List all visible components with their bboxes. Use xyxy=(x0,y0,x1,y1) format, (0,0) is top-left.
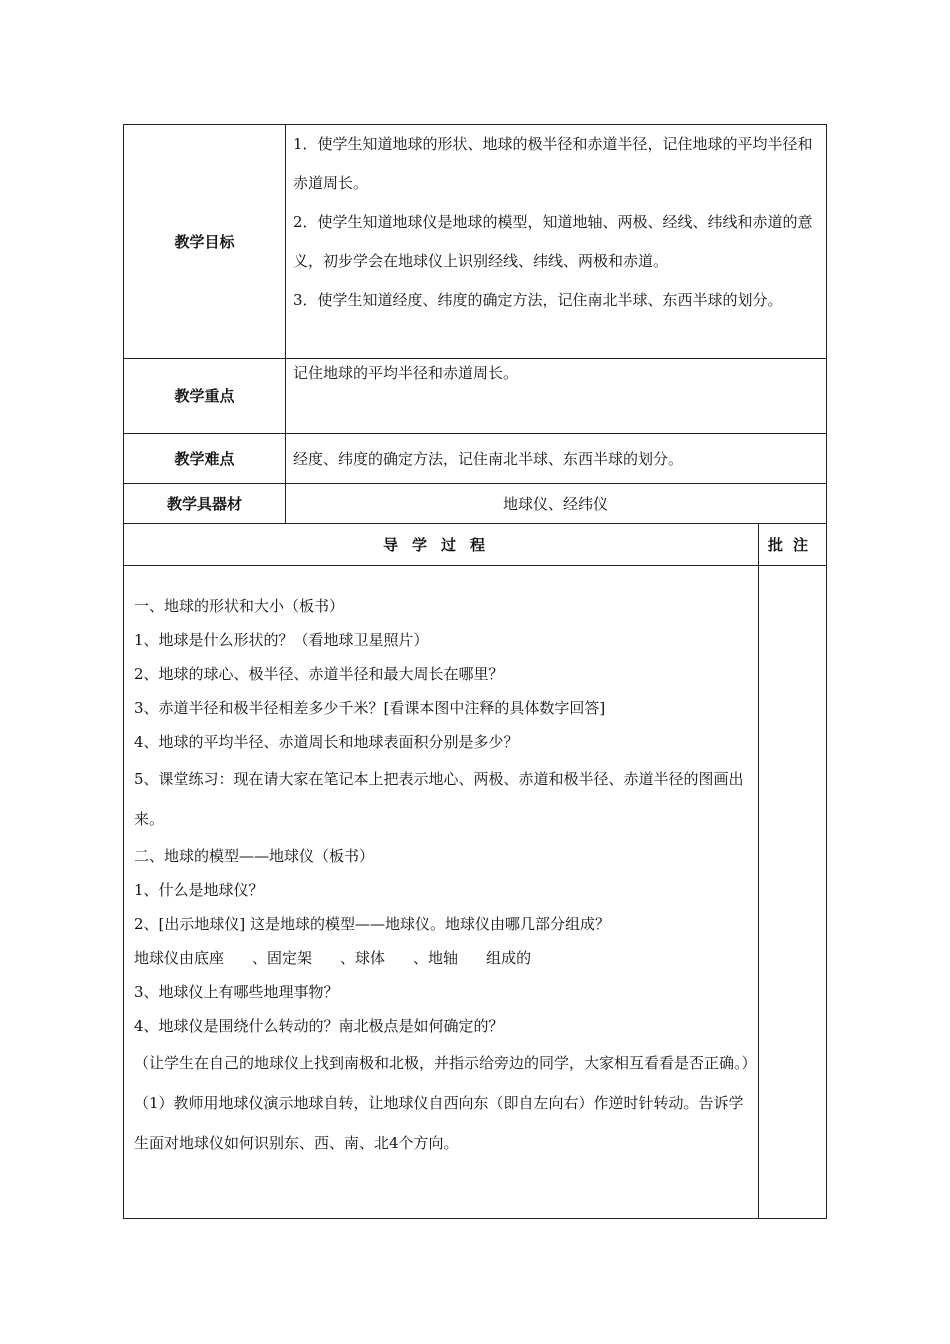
process-line: 二、地球的模型——地球仪（板书） xyxy=(134,847,375,865)
equipment-content xyxy=(285,483,826,523)
goal-item-3: 3．使学生知道经度、纬度的确定方法，记住南北半球、东西半球的划分。 xyxy=(293,291,783,309)
notes-header: 批注 xyxy=(767,535,818,554)
difficulty-label: 教学难点 xyxy=(174,449,235,468)
process-header: 导学过程 xyxy=(382,535,499,554)
process-line: 2、地球的球心、极半径、赤道半径和最大周长在哪里？ xyxy=(134,665,504,683)
globe-parts-intro: 地球仪由底座 xyxy=(134,949,225,967)
equipment-text: 地球仪、经纬仪 xyxy=(502,494,608,513)
process-line: 1、地球是什么形状的？（看地球卫星照片） xyxy=(134,631,429,649)
difficulty-text: 经度、纬度的确定方法，记住南北半球、东西半球的划分。 xyxy=(293,449,684,468)
difficulty-content xyxy=(285,433,826,483)
process-line: 4、地球仪是围绕什么转动的？南北极点是如何确定的？ xyxy=(134,1017,504,1035)
globe-parts-outro: 组成的 xyxy=(486,949,532,967)
globe-part-axis-label: 、地轴 xyxy=(413,949,459,967)
process-line: 3、赤道半径和极半径相差多少千米？[看课本图中注释的具体数字回答] xyxy=(134,699,606,717)
process-line: 5、课堂练习：现在请大家在笔记本上把表示地心、两极、赤道和极半径、赤道半径的图画出来。 xyxy=(134,770,744,828)
process-line: 4、地球的平均半径、赤道周长和地球表面积分别是多少？ xyxy=(134,733,519,751)
process-body xyxy=(134,589,757,1163)
notes-cell xyxy=(758,565,828,1218)
row-divider xyxy=(124,565,826,566)
process-line: 3、地球仪上有哪些地理事物？ xyxy=(134,983,339,1001)
equipment-label: 教学具器材 xyxy=(166,494,242,513)
process-line: （1）教师用地球仪演示地球自转，让地球仪自西向东（即自左向右）作逆时针转动。告诉学生面对地球仪如何识别东、西、南、北4个方向。 xyxy=(134,1094,744,1152)
focus-text: 记住地球的平均半径和赤道周长。 xyxy=(293,364,519,382)
goals-label: 教学目标 xyxy=(174,233,235,251)
globe-parts-line xyxy=(134,941,752,975)
process-line: 1、什么是地球仪？ xyxy=(134,881,264,899)
process-line: 一、地球的形状和大小（板书） xyxy=(134,597,345,615)
goal-item-2: 2．使学生知道地球仪是地球的模型，知道地轴、两极、经线、纬线和赤道的意义，初步学会在地球仪上识别经线、纬线、两极和赤道。 xyxy=(293,213,813,270)
goals-content xyxy=(285,125,826,358)
goal-item-1: 1．使学生知道地球的形状、地球的极半径和赤道半径，记住地球的平均半径和赤道周长。 xyxy=(293,135,813,192)
focus-content xyxy=(285,358,826,433)
globe-part-sphere-label: 、球体 xyxy=(340,949,386,967)
process-line: 2、[出示地球仪] 这是地球的模型——地球仪。地球仪由哪几部分组成？ xyxy=(134,915,611,933)
process-line: （让学生在自己的地球仪上找到南极和北极，并指示给旁边的同学，大家相互看看是否正确。） xyxy=(134,1054,757,1072)
lesson-plan-table xyxy=(123,124,827,1219)
globe-part-base-label: 、固定架 xyxy=(252,949,313,967)
focus-label: 教学重点 xyxy=(174,387,235,405)
